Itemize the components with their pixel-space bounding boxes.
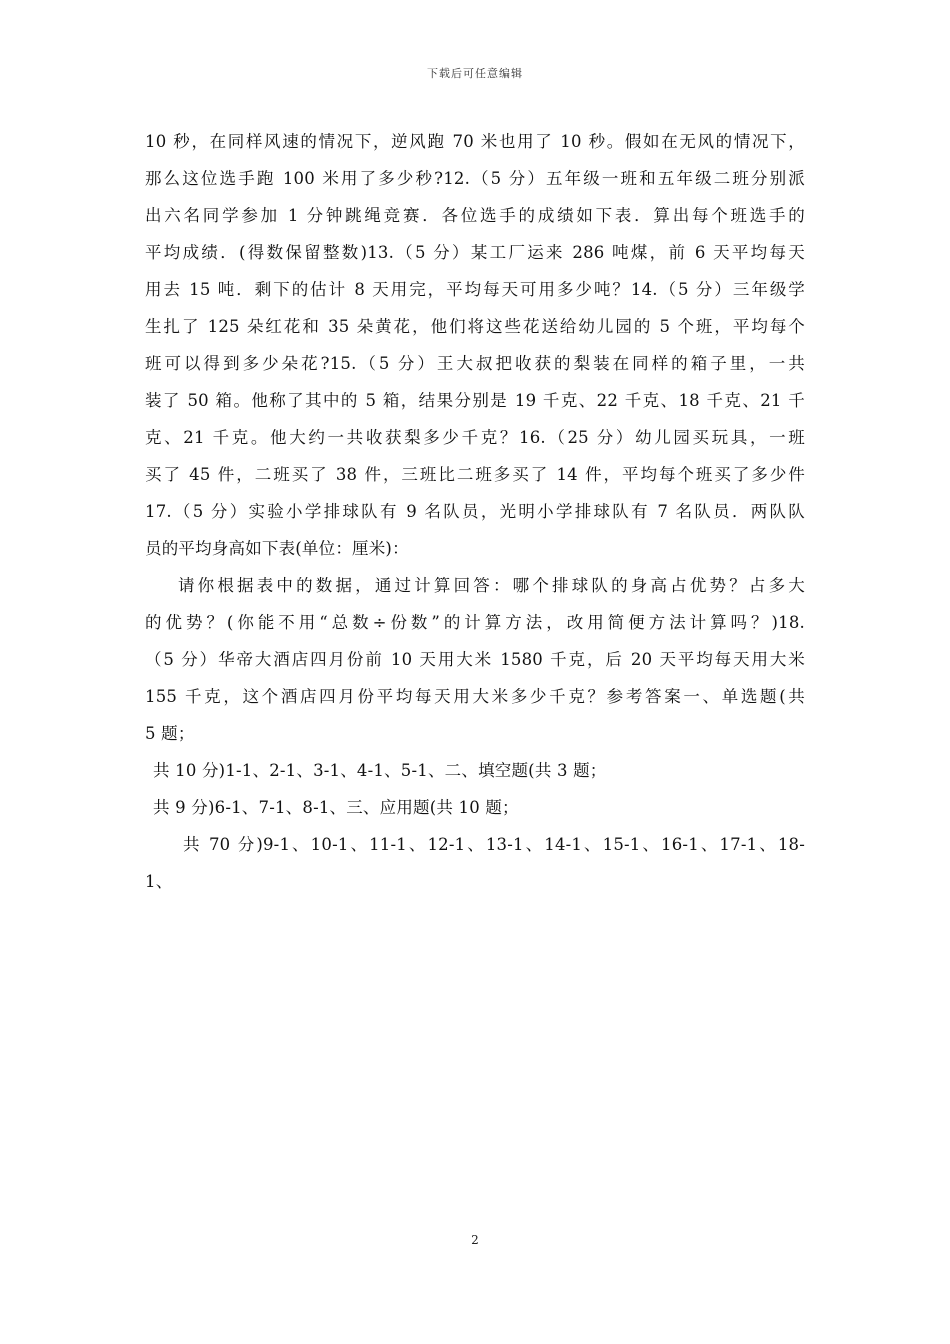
text-line: 那么这位选手跑 100 米用了多少秒?12.（5 分）五年级一班和五年级二班分别派 xyxy=(145,169,805,188)
paragraph xyxy=(145,789,805,826)
text-line: 共 10 分)1-1、2-1、3-1、4-1、5-1、二、填空题(共 3 题； xyxy=(153,761,607,780)
text-line: 生扎了 125 朵红花和 35 朵黄花，他们将这些花送给幼儿园的 5 个班，平均每个 xyxy=(145,317,805,336)
text-line: 装了 50 箱。他称了其中的 5 箱，结果分别是 19 千克、22 千克、18 千克、21 千 xyxy=(145,391,805,410)
page-number: 2 xyxy=(471,1233,479,1247)
text-line: 1、 xyxy=(145,872,173,891)
text-line: 请你根据表中的数据，通过计算回答：哪个排球队的身高占优势？占多大 xyxy=(178,576,805,595)
text-line: 155 千克，这个酒店四月份平均每天用大米多少千克？参考答案一、单选题(共 xyxy=(145,687,805,706)
text-line: 克、21 千克。他大约一共收获梨多少千克？16.（25 分）幼儿园买玩具，一班 xyxy=(145,428,805,447)
text-line: 共 70 分)9-1、10-1、11-1、12-1、13-1、14-1、15-1、16-1、17-1、18- xyxy=(183,835,805,854)
text-line: 10 秒，在同样风速的情况下，逆风跑 70 米也用了 10 秒。假如在无风的情况下， xyxy=(145,132,805,151)
page-header: 下载后可任意编辑 xyxy=(427,67,523,80)
paragraph xyxy=(145,826,805,900)
text-line: 买了 45 件，二班买了 38 件，三班比二班多买了 14 件，平均每个班买了多少件 xyxy=(145,465,805,484)
text-line: 共 9 分)6-1、7-1、8-1、三、应用题(共 10 题； xyxy=(153,798,519,817)
text-line: 17.（5 分）实验小学排球队有 9 名队员，光明小学排球队有 7 名队员．两队队 xyxy=(145,502,805,521)
text-line: 5 题； xyxy=(145,724,195,743)
text-line: 的优势？(你能不用“总数÷份数”的计算方法，改用简便方法计算吗？)18. xyxy=(145,613,805,632)
text-line: 班可以得到多少朵花?15.（5 分）王大叔把收获的梨装在同样的箱子里，一共 xyxy=(145,354,805,373)
document-body xyxy=(145,123,805,900)
paragraph xyxy=(145,123,805,567)
paragraph xyxy=(145,752,805,789)
text-line: 平均成绩．(得数保留整数)13.（5 分）某工厂运来 286 吨煤，前 6 天平均每天 xyxy=(145,243,805,262)
text-line: 用去 15 吨．剩下的估计 8 天用完，平均每天可用多少吨？14.（5 分）三年级学 xyxy=(145,280,805,299)
paragraph xyxy=(145,567,805,752)
text-line: 出六名同学参加 1 分钟跳绳竞赛．各位选手的成绩如下表．算出每个班选手的 xyxy=(145,206,805,225)
text-line: （5 分）华帝大酒店四月份前 10 天用大米 1580 千克，后 20 天平均每天用大米 xyxy=(145,650,805,669)
text-line: 员的平均身高如下表(单位：厘米)： xyxy=(145,539,409,558)
